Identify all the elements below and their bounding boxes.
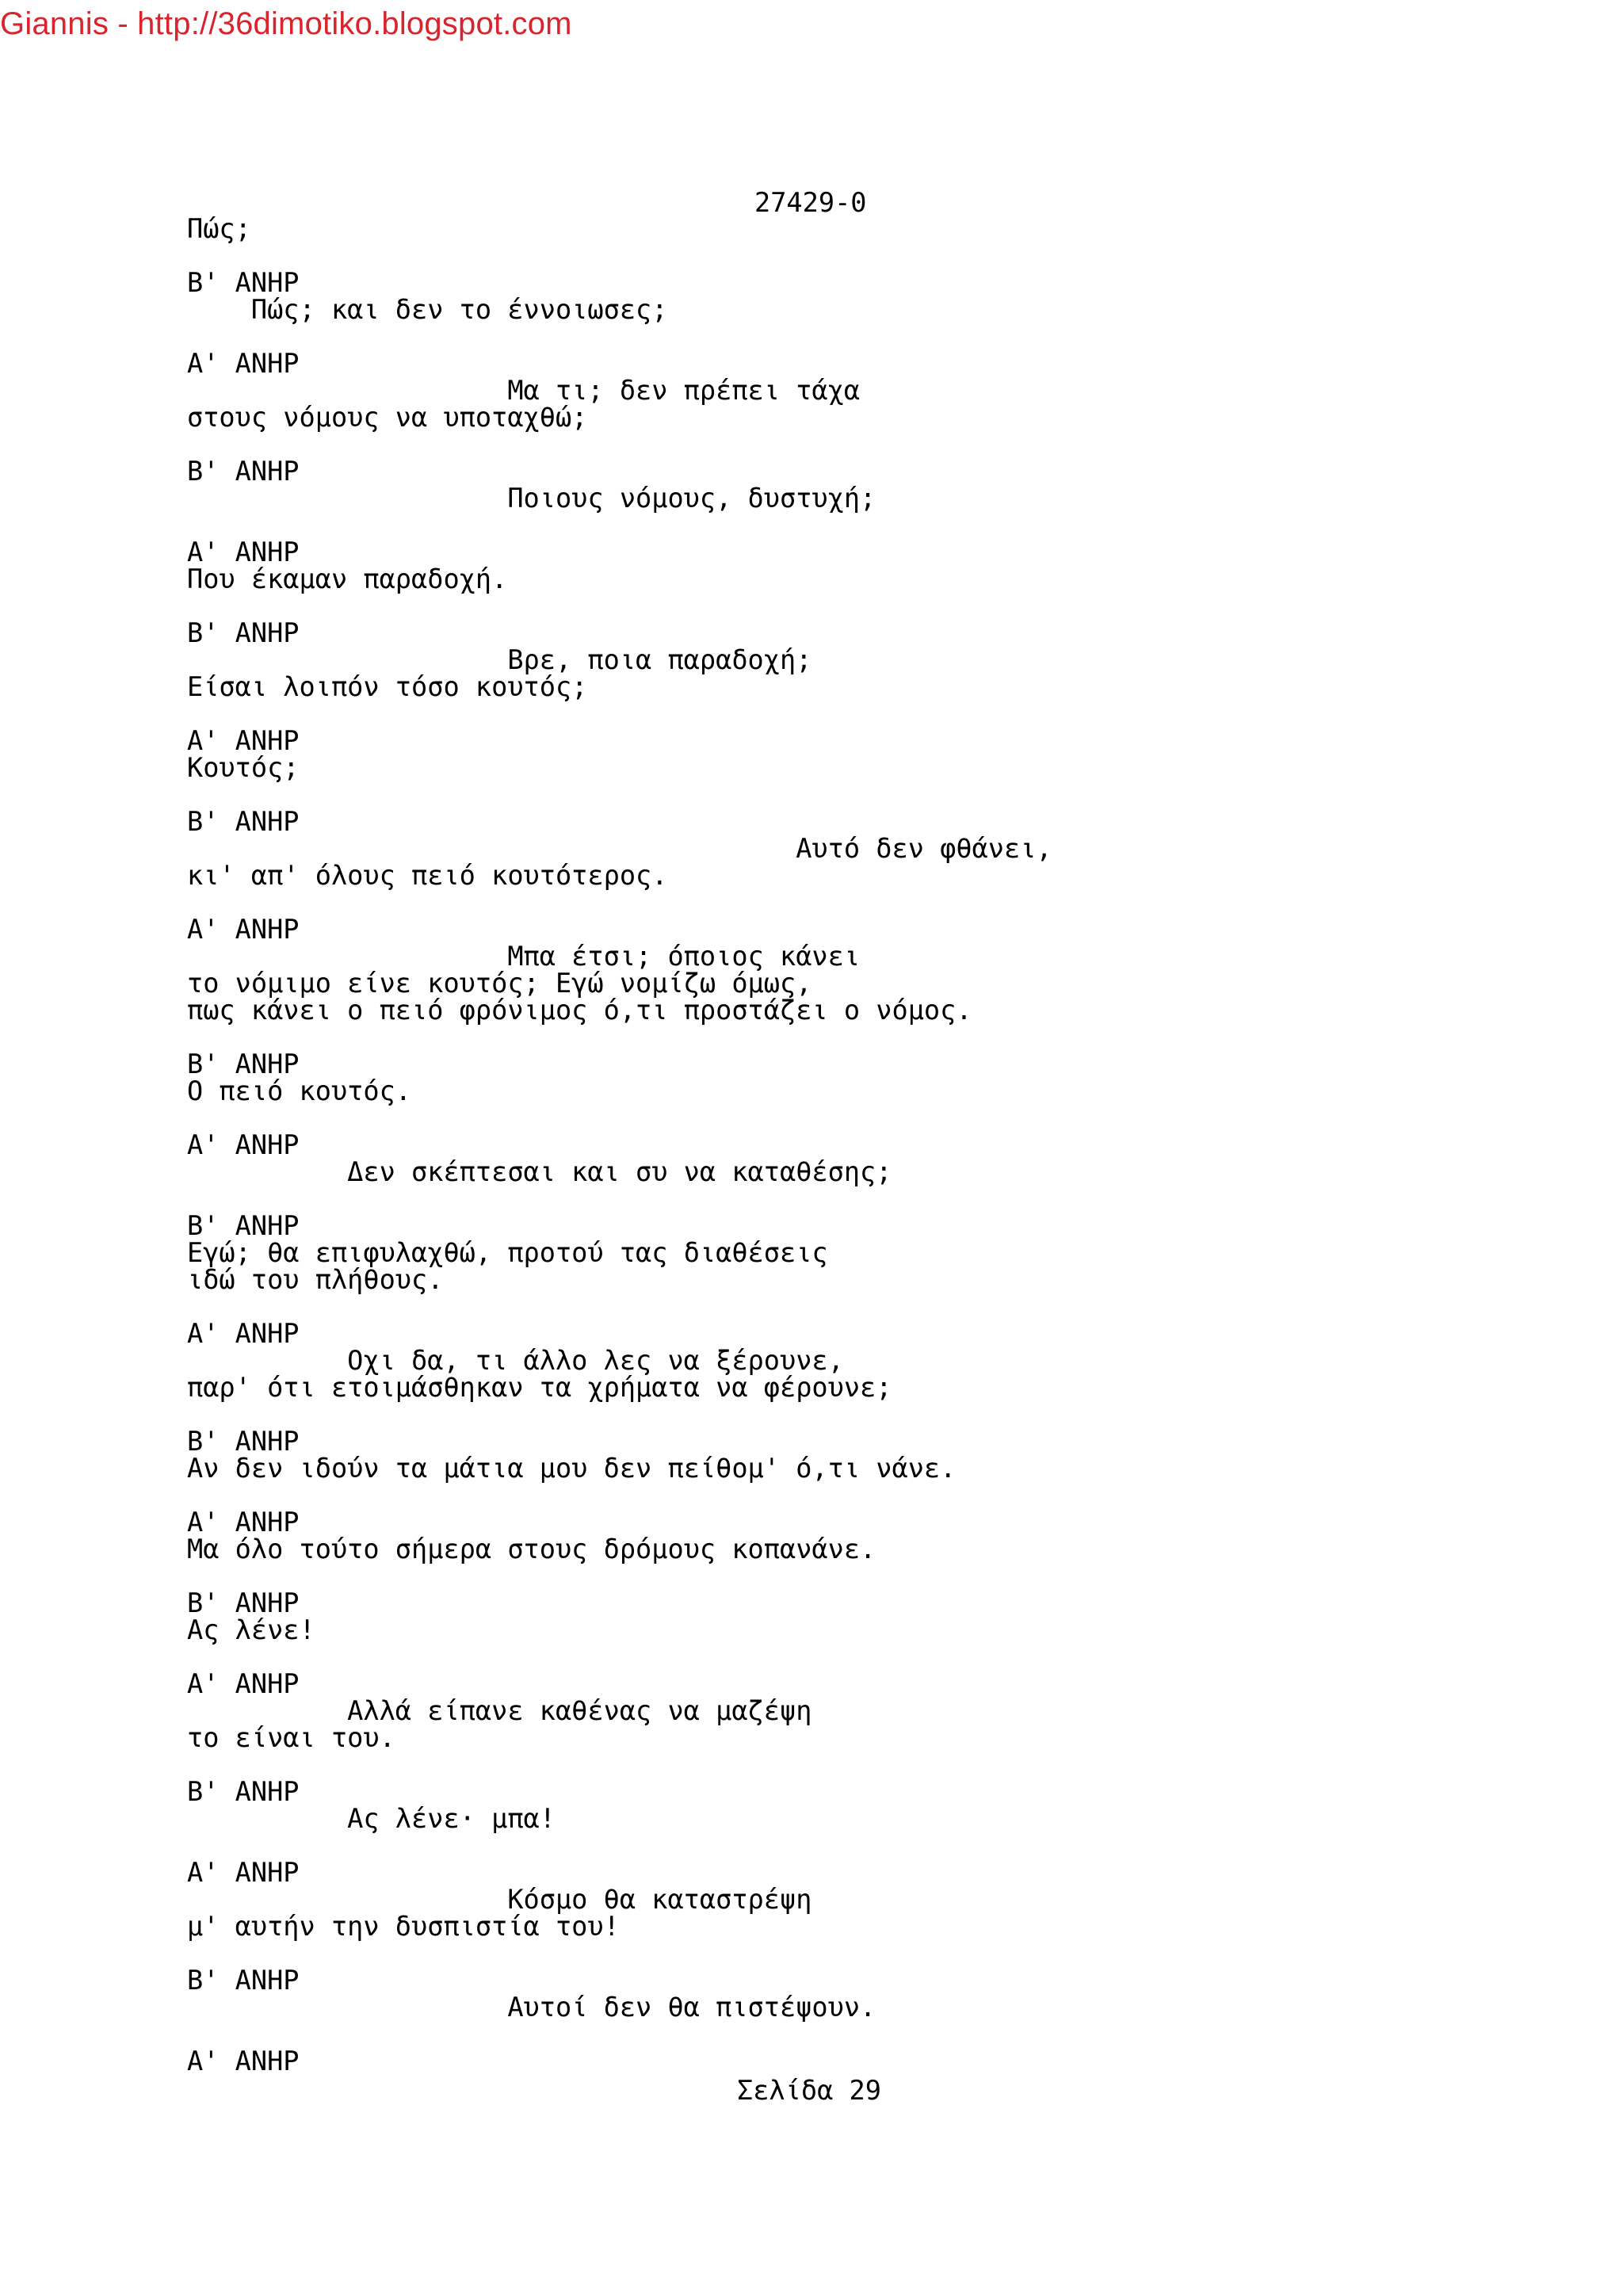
dialogue-line: Βρε, ποια παραδοχή; xyxy=(507,644,812,675)
block-spacer xyxy=(187,431,1052,458)
block-spacer xyxy=(187,512,1052,539)
speaker-name: Β' ΑΝΗΡ xyxy=(187,1426,300,1457)
speaker-name: Β' ΑΝΗΡ xyxy=(187,1587,300,1618)
dialogue-line: Μα όλο τούτο σήμερα στους δρόμους κοπανάνε. xyxy=(187,1534,876,1564)
speaker-name: Α' ΑΝΗΡ xyxy=(187,725,300,756)
page-number: Σελίδα 29 xyxy=(737,2075,881,2106)
dialogue-line: παρ' ότι ετοιμάσθηκαν τα χρήματα να φέρουνε; xyxy=(187,1372,892,1403)
dialogue-line: μ' αυτήν την δυσπιστία του! xyxy=(187,1911,620,1942)
speaker-name: Α' ΑΝΗΡ xyxy=(187,348,300,379)
block-spacer xyxy=(187,1186,1052,1213)
dialogue-block xyxy=(187,269,1052,323)
block-spacer xyxy=(187,243,1052,269)
dialogue-line: Εγώ; θα επιφυλαχθώ, προτού τας διαθέσεις xyxy=(187,1237,828,1268)
speaker-name: Β' ΑΝΗΡ xyxy=(187,267,300,298)
watermark-link[interactable]: Giannis - http://36dimotiko.blogspot.com xyxy=(0,6,572,41)
dialogue-block xyxy=(187,1778,1052,1832)
dialogue-line: το είναι του. xyxy=(187,1722,395,1753)
block-spacer xyxy=(187,1401,1052,1428)
dialogue-block xyxy=(187,1587,1052,1645)
speaker-name: Α' ΑΝΗΡ xyxy=(187,1857,300,1888)
dialogue-line: Αν δεν ιδούν τα μάτια μου δεν πείθομ' ό,τι νάνε. xyxy=(187,1453,957,1484)
speaker-name: Β' ΑΝΗΡ xyxy=(187,1210,300,1241)
block-spacer xyxy=(187,1563,1052,1590)
dialogue-line: Δεν σκέπτεσαι και συ να καταθέσης; xyxy=(347,1156,892,1187)
speaker-name: Α' ΑΝΗΡ xyxy=(187,914,300,945)
dialogue-line: κι' απ' όλους πειό κουτότερος. xyxy=(187,860,668,891)
dialogue-line: Κόσμο θα καταστρέψη xyxy=(507,1884,812,1915)
dialogue-block xyxy=(187,539,1052,593)
dialogue-line: Οχι δα, τι άλλο λες να ξέρουνε, xyxy=(347,1345,844,1376)
block-spacer xyxy=(187,593,1052,620)
speaker-name: Α' ΑΝΗΡ xyxy=(187,537,300,567)
dialogue-block xyxy=(187,1129,1052,1187)
dialogue-block xyxy=(187,617,1052,702)
dialogue-line: Που έκαμαν παραδοχή. xyxy=(187,563,508,594)
dialogue-block xyxy=(187,458,1052,512)
speaker-name: Α' ΑΝΗΡ xyxy=(187,1318,300,1349)
dialogue-block xyxy=(187,2048,1052,2075)
script-body xyxy=(187,213,1052,2076)
speaker-name: Α' ΑΝΗΡ xyxy=(187,1668,300,1699)
block-spacer xyxy=(187,889,1052,916)
dialogue-block xyxy=(187,1210,1052,1295)
speaker-name: Β' ΑΝΗΡ xyxy=(187,617,300,648)
dialogue-line: Κουτός; xyxy=(187,752,300,783)
block-spacer xyxy=(187,1105,1052,1132)
block-spacer xyxy=(187,1482,1052,1509)
block-spacer xyxy=(187,1940,1052,1967)
dialogue-line: Ας λένε· μπα! xyxy=(347,1803,556,1834)
dialogue-line: Ποιους νόμους, δυστυχή; xyxy=(507,483,876,514)
dialogue-block xyxy=(187,1428,1052,1482)
document-code: 27429-0 xyxy=(754,187,867,218)
dialogue-line: Πώς; xyxy=(187,213,251,244)
block-spacer xyxy=(187,701,1052,728)
speaker-name: Β' ΑΝΗΡ xyxy=(187,806,300,837)
speaker-name: Β' ΑΝΗΡ xyxy=(187,1776,300,1807)
dialogue-line: ιδώ του πλήθους. xyxy=(187,1264,444,1295)
dialogue-line: Μα τι; δεν πρέπει τάχα xyxy=(507,375,861,406)
dialogue-block xyxy=(187,1509,1052,1563)
speaker-name: Β' ΑΝΗΡ xyxy=(187,456,300,487)
speaker-name: Β' ΑΝΗΡ xyxy=(187,1049,300,1079)
dialogue-block xyxy=(187,350,1052,431)
dialogue-line: το νόμιμο είνε κουτός; Εγώ νομίζω όμως, xyxy=(187,968,812,999)
dialogue-line: Αυτοί δεν θα πιστέψουν. xyxy=(507,1992,876,2023)
block-spacer xyxy=(187,1832,1052,1859)
dialogue-line: Ο πειό κουτός. xyxy=(187,1075,412,1106)
dialogue-line: Αλλά είπανε καθένας να μαζέψη xyxy=(347,1695,812,1726)
speaker-name: Α' ΑΝΗΡ xyxy=(187,2046,300,2076)
speaker-name: Α' ΑΝΗΡ xyxy=(187,1507,300,1538)
block-spacer xyxy=(187,1752,1052,1778)
dialogue-line: Είσαι λοιπόν τόσο κουτός; xyxy=(187,671,588,702)
block-spacer xyxy=(187,1644,1052,1671)
speaker-name: Β' ΑΝΗΡ xyxy=(187,1965,300,1996)
dialogue-block xyxy=(187,213,1052,244)
dialogue-block xyxy=(187,1967,1052,2021)
dialogue-block xyxy=(187,725,1052,783)
dialogue-block xyxy=(187,916,1052,1024)
block-spacer xyxy=(187,781,1052,808)
dialogue-block xyxy=(187,1051,1052,1105)
dialogue-block xyxy=(187,1859,1052,1940)
dialogue-block xyxy=(187,1320,1052,1401)
dialogue-line: Ας λένε! xyxy=(187,1614,315,1645)
dialogue-line: πως κάνει ο πειό φρόνιμος ό,τι προστάζει ο νόμος. xyxy=(187,995,972,1026)
dialogue-line: Μπα έτσι; όποιος κάνει xyxy=(507,941,861,972)
block-spacer xyxy=(187,323,1052,350)
dialogue-line: στους νόμους να υποταχθώ; xyxy=(187,402,588,433)
dialogue-block xyxy=(187,808,1052,889)
block-spacer xyxy=(187,1293,1052,1320)
speaker-name: Α' ΑΝΗΡ xyxy=(187,1129,300,1160)
dialogue-line: Αυτό δεν φθάνει, xyxy=(796,833,1052,864)
block-spacer xyxy=(187,2021,1052,2048)
block-spacer xyxy=(187,1024,1052,1051)
dialogue-line: Πώς; και δεν το έννοιωσες; xyxy=(250,294,668,325)
dialogue-block xyxy=(187,1668,1052,1753)
